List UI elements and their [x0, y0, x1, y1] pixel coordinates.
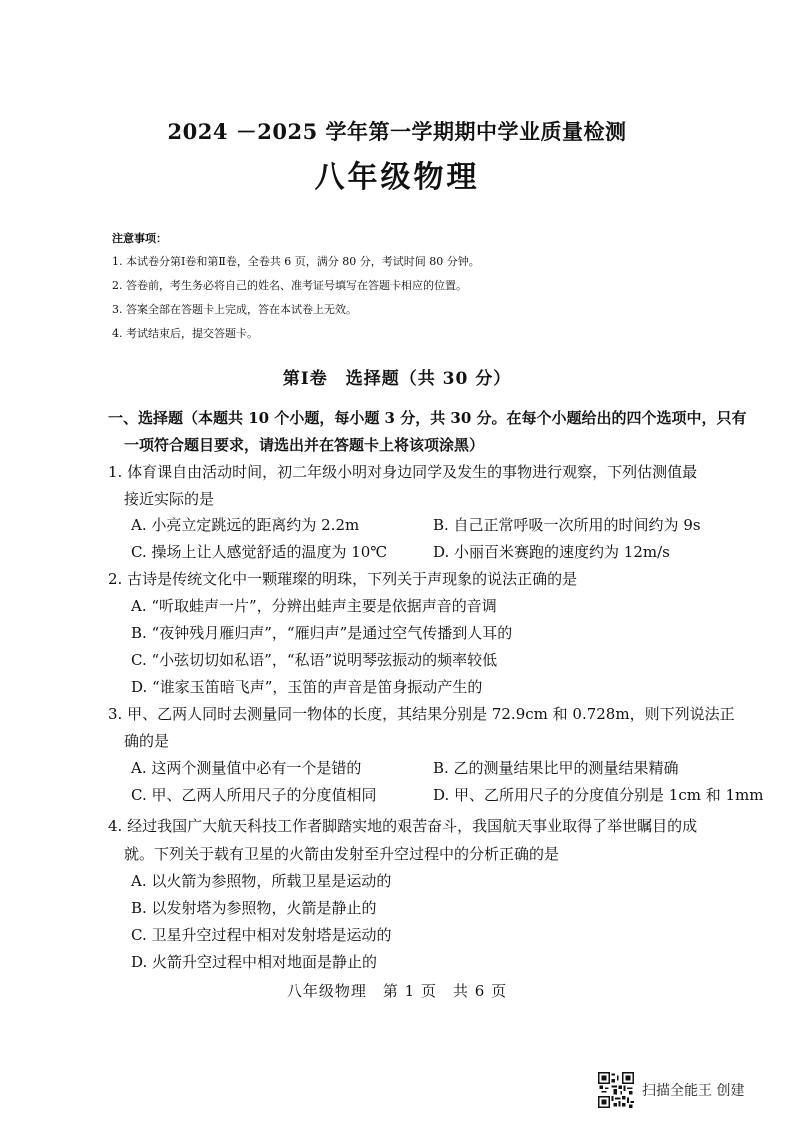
- question-1-stem-cont: 接近实际的是: [124, 490, 215, 508]
- question-3-option-d: D. 甲、乙所用尺子的分度值分别是 1cm 和 1mm: [433, 786, 764, 804]
- question-3-stem: 3. 甲、乙两人同时去测量同一物体的长度，其结果分别是 72.9cm 和 0.728m，则下列说法正: [108, 705, 735, 723]
- question-3-option-b: B. 乙的测量结果比甲的测量结果精确: [433, 759, 679, 777]
- question-1-option-d: D. 小丽百米赛跑的速度约为 12m/s: [433, 543, 670, 561]
- question-4-option-d: D. 火箭升空过程中相对地面是静止的: [131, 953, 378, 971]
- question-2-option-c: C. “小弦切切如私语”，“私语”说明琴弦振动的频率较低: [131, 651, 498, 669]
- exam-title: 2024 －2025 学年第一学期期中学业质量检测: [167, 119, 627, 144]
- question-2-option-b: B. “夜钟残月雁归声”，“雁归声”是通过空气传播到人耳的: [131, 624, 513, 642]
- question-4-stem-cont: 就。下列关于载有卫星的火箭由发射至升空过程中的分析正确的是: [124, 845, 560, 863]
- notice-heading: 注意事项：: [112, 232, 167, 245]
- qr-code-icon: [598, 1072, 634, 1108]
- question-4-option-b: B. 以发射塔为参照物，火箭是静止的: [131, 899, 377, 917]
- section-title: 第Ⅰ卷 选择题（共 30 分）: [282, 369, 512, 389]
- scanner-watermark: [598, 1070, 744, 1110]
- notice-block: [112, 228, 732, 346]
- question-2-option-d: D. “谁家玉笛暗飞声”，玉笛的声音是笛身振动产生的: [131, 678, 483, 696]
- notice-item: 2. 答卷前，考生务必将自己的姓名、准考证号填写在答题卡相应的位置。: [112, 279, 467, 292]
- question-1-option-b: B. 自己正常呼吸一次所用的时间约为 9s: [433, 516, 701, 534]
- page-footer: 八年级物理 第 1 页 共 6 页: [286, 982, 508, 1000]
- question-3-option-a: A. 这两个测量值中必有一个是错的: [131, 759, 362, 777]
- notice-item: 4. 考试结束后，提交答题卡。: [112, 327, 258, 340]
- part-instruction-line-2: 一项符合题目要求，请选出并在答题卡上将该项涂黑）: [124, 436, 485, 454]
- notice-item: 3. 答案全部在答题卡上完成，答在本试卷上无效。: [112, 303, 357, 316]
- exam-subject: 八年级物理: [314, 160, 480, 195]
- question-1-option-c: C. 操场上让人感觉舒适的温度为 10℃: [131, 543, 388, 561]
- question-3-stem-cont: 确的是: [124, 732, 170, 750]
- question-4-option-c: C. 卫星升空过程中相对发射塔是运动的: [131, 926, 392, 944]
- question-3-option-c: C. 甲、乙两人所用尺子的分度值相同: [131, 786, 377, 804]
- question-1-option-a: A. 小亮立定跳远的距离约为 2.2m: [131, 516, 360, 534]
- watermark-text: 扫描全能王 创建: [642, 1083, 745, 1099]
- part-instruction-line-1: 一、选择题（本题共 10 个小题，每小题 3 分，共 30 分。在每个小题给出的四个选项中，只有: [108, 409, 747, 427]
- question-2-stem: 2. 古诗是传统文化中一颗璀璨的明珠，下列关于声现象的说法正确的是: [108, 570, 578, 588]
- question-1-stem: 1. 体育课自由活动时间，初二年级小明对身边同学及发生的事物进行观察，下列估测值最: [108, 463, 698, 481]
- question-4-option-a: A. 以火箭为参照物，所载卫星是运动的: [131, 872, 392, 890]
- notice-item: 1. 本试卷分第Ⅰ卷和第Ⅱ卷，全卷共 6 页，满分 80 分，考试时间 80 分钟。: [112, 255, 480, 268]
- question-2-option-a: A. “听取蛙声一片”，分辨出蛙声主要是依据声音的音调: [131, 597, 497, 615]
- question-4-stem: 4. 经过我国广大航天科技工作者脚踏实地的艰苦奋斗，我国航天事业取得了举世瞩目的成: [108, 817, 698, 835]
